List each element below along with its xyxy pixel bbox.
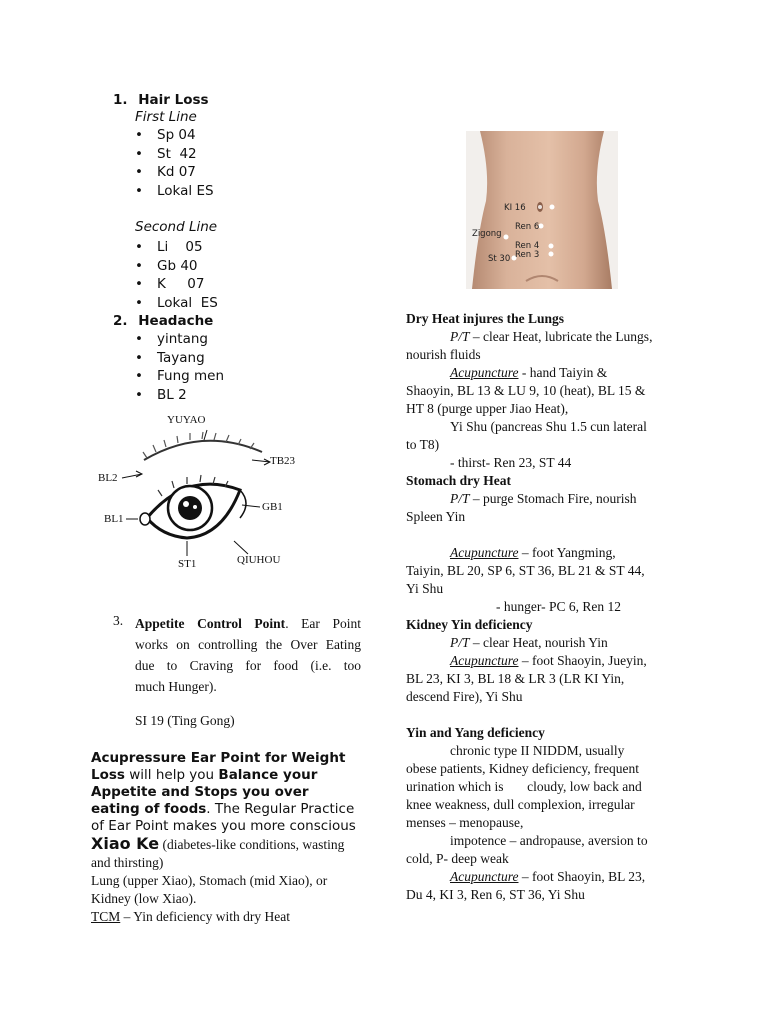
right-column	[406, 310, 681, 904]
label-zigong: Zigong	[472, 229, 502, 239]
xiao-line-2: and thirsting)	[91, 855, 164, 870]
list-item: • St 42	[135, 145, 214, 164]
ear-point-paragraph	[91, 750, 371, 835]
spacer	[406, 526, 681, 544]
label-qiuhou: QIUHOU	[237, 554, 281, 566]
kidney-title: Kidney Yin deficiency	[406, 617, 533, 632]
label-bl1: BL1	[104, 513, 124, 525]
pt-rest: – purge Stomach Fire, nourish	[469, 491, 637, 506]
ear-line-5: of Ear Point makes you more conscious	[91, 818, 356, 834]
section-3-line: much Hunger).	[135, 679, 217, 694]
ear-line-4-bold: eating of foods	[91, 801, 207, 817]
xiao-ke-paragraph	[91, 835, 381, 926]
acu-rest: – foot Shaoyin, BL 23,	[518, 869, 646, 884]
section-1-heading	[113, 92, 209, 108]
ear-line-3: Appetite and Stops you over	[91, 784, 309, 800]
list-item: • Gb 40	[135, 257, 218, 276]
section-1-number: 1.	[113, 92, 128, 108]
stomach-hunger: - hunger- PC 6, Ren 12	[496, 599, 621, 614]
label-ki16: KI 16	[504, 203, 526, 213]
dry-heat-yishu-2: to T8)	[406, 437, 440, 452]
list-item: • yintang	[135, 330, 224, 349]
pt-label: P/T	[450, 491, 470, 506]
stomach-pt-2: Spleen Yin	[406, 509, 466, 524]
second-line-label: Second Line	[135, 219, 218, 235]
acu-rest: - hand Taiyin &	[518, 365, 608, 380]
acupuncture-label: Acupuncture	[450, 869, 519, 884]
label-st30: St 30	[488, 254, 511, 264]
acupuncture-label: Acupuncture	[450, 365, 519, 380]
xiao-line-1	[91, 835, 381, 854]
yinyang-line-7: cold, P- deep weak	[406, 851, 509, 866]
yinyang-line-1: chronic type II NIDDM, usually	[450, 743, 625, 758]
list-item: • Lokal ES	[135, 182, 214, 201]
section-3-line: due to Craving for food (i.e. too	[135, 658, 361, 673]
label-yuyao: YUYAO	[167, 414, 206, 426]
second-line-list	[135, 238, 218, 312]
yinyang-acu-2: Du 4, KI 3, Ren 6, ST 36, Yi Shu	[406, 887, 585, 902]
list-item: • Lokal ES	[135, 294, 218, 313]
acu-rest: – foot Yangming,	[518, 545, 616, 560]
section-3-text	[135, 613, 361, 697]
list-item: • Kd 07	[135, 163, 214, 182]
section-3-line: works on controlling the Over Eating	[135, 637, 361, 652]
eye-diagram	[92, 408, 322, 578]
yinyang-title: Yin and Yang deficiency	[406, 725, 545, 740]
pt-label: P/T	[450, 329, 470, 344]
headache-list	[135, 330, 224, 404]
abdomen-acupoint-image	[466, 131, 618, 289]
dry-heat-thirst: - thirst- Ren 23, ST 44	[450, 455, 572, 470]
list-item: • Sp 04	[135, 126, 214, 145]
label-tb23: TB23	[270, 455, 296, 467]
dry-heat-pt-2: nourish fluids	[406, 347, 481, 362]
pt-rest: – clear Heat, lubricate the Lungs,	[469, 329, 653, 344]
stomach-pt	[406, 490, 681, 508]
spacer	[406, 706, 681, 724]
ear-line-2-rest: will help you	[124, 767, 219, 783]
xiao-line-4: Kidney (low Xiao).	[91, 891, 197, 906]
ear-line-4	[91, 801, 371, 818]
abdomen-illustration	[466, 131, 618, 289]
acu-rest: – foot Shaoyin, Jueyin,	[518, 653, 647, 668]
section-1-title: Hair Loss	[138, 92, 209, 108]
dry-heat-acu-2: Shaoyin, BL 13 & LU 9, 10 (heat), BL 15 &	[406, 383, 646, 398]
first-line-list	[135, 126, 214, 200]
label-st1: ST1	[178, 558, 197, 570]
kidney-pt	[406, 634, 681, 652]
list-item: • Li 05	[135, 238, 218, 257]
section-2-title: Headache	[138, 313, 214, 329]
acupuncture-label: Acupuncture	[450, 545, 519, 560]
yinyang-line-3: urination which is cloudy, low back and	[406, 779, 642, 794]
pt-label: P/T	[450, 635, 470, 650]
ear-line-2-bold2: Balance your	[218, 767, 318, 783]
label-bl2: BL2	[98, 472, 118, 484]
section-3-line-1-rest: . Ear Point	[285, 616, 361, 631]
ear-line-2	[91, 767, 371, 784]
yinyang-acu	[406, 868, 681, 886]
dry-heat-pt	[406, 328, 681, 346]
yinyang-line-2: obese patients, Kidney deficiency, frequent	[406, 761, 640, 776]
stomach-acu-3: Yi Shu	[406, 581, 444, 596]
list-item: • K 07	[135, 275, 218, 294]
pt-rest: – clear Heat, nourish Yin	[469, 635, 608, 650]
section-3-si: SI 19 (Ting Gong)	[135, 713, 235, 728]
xiao-ke-title: Xiao Ke	[91, 834, 160, 853]
label-ren3: Ren 3	[515, 250, 540, 260]
label-gb1: GB1	[262, 501, 283, 513]
dry-heat-title: Dry Heat injures the Lungs	[406, 311, 565, 326]
xiao-line-1-rest: (diabetes-like conditions, wasting	[159, 837, 345, 852]
kidney-acu-2: BL 23, KI 3, BL 18 & LR 3 (LR KI Yin,	[406, 671, 625, 686]
ear-line-4-rest: . The Regular Practice	[206, 801, 355, 817]
tcm-label: TCM	[91, 909, 121, 924]
stomach-acu	[406, 544, 681, 562]
section-3-line-1	[135, 613, 361, 634]
yinyang-line-6: impotence – andropause, aversion to	[450, 833, 648, 848]
dry-heat-yishu: Yi Shu (pancreas Shu 1.5 cun lateral	[450, 419, 647, 434]
xiao-line-3: Lung (upper Xiao), Stomach (mid Xiao), or	[91, 873, 328, 888]
kidney-acu	[406, 652, 681, 670]
list-item: • Tayang	[135, 349, 224, 368]
list-item: • BL 2	[135, 386, 224, 405]
label-ren6: Ren 6	[515, 222, 540, 232]
ear-line-1: Acupressure Ear Point for Weight	[91, 750, 346, 766]
section-3-number: 3.	[113, 613, 124, 628]
dry-heat-acu-3: HT 8 (purge upper Jiao Heat),	[406, 401, 569, 416]
ear-line-2-bold: Loss	[91, 767, 125, 783]
eye-illustration	[92, 408, 322, 578]
dry-heat-acu	[406, 364, 681, 382]
stomach-title: Stomach dry Heat	[406, 473, 511, 488]
label-ren4: Ren 4	[515, 241, 540, 251]
yinyang-line-4: knee weakness, dull complexion, irregular	[406, 797, 635, 812]
list-item: • Fung men	[135, 367, 224, 386]
acupuncture-label: Acupuncture	[450, 653, 519, 668]
first-line-label: First Line	[135, 109, 197, 125]
stomach-acu-2: Taiyin, BL 20, SP 6, ST 36, BL 21 & ST 44,	[406, 563, 645, 578]
section-3-title: Appetite Control Point	[135, 616, 286, 631]
section-2-number: 2.	[113, 313, 128, 329]
kidney-acu-3: descend Fire), Yi Shu	[406, 689, 523, 704]
section-2-heading	[113, 313, 213, 329]
xiao-line-5	[91, 908, 381, 926]
tcm-rest: – Yin deficiency with dry Heat	[120, 909, 290, 924]
yinyang-line-5: menses – menopause,	[406, 815, 524, 830]
